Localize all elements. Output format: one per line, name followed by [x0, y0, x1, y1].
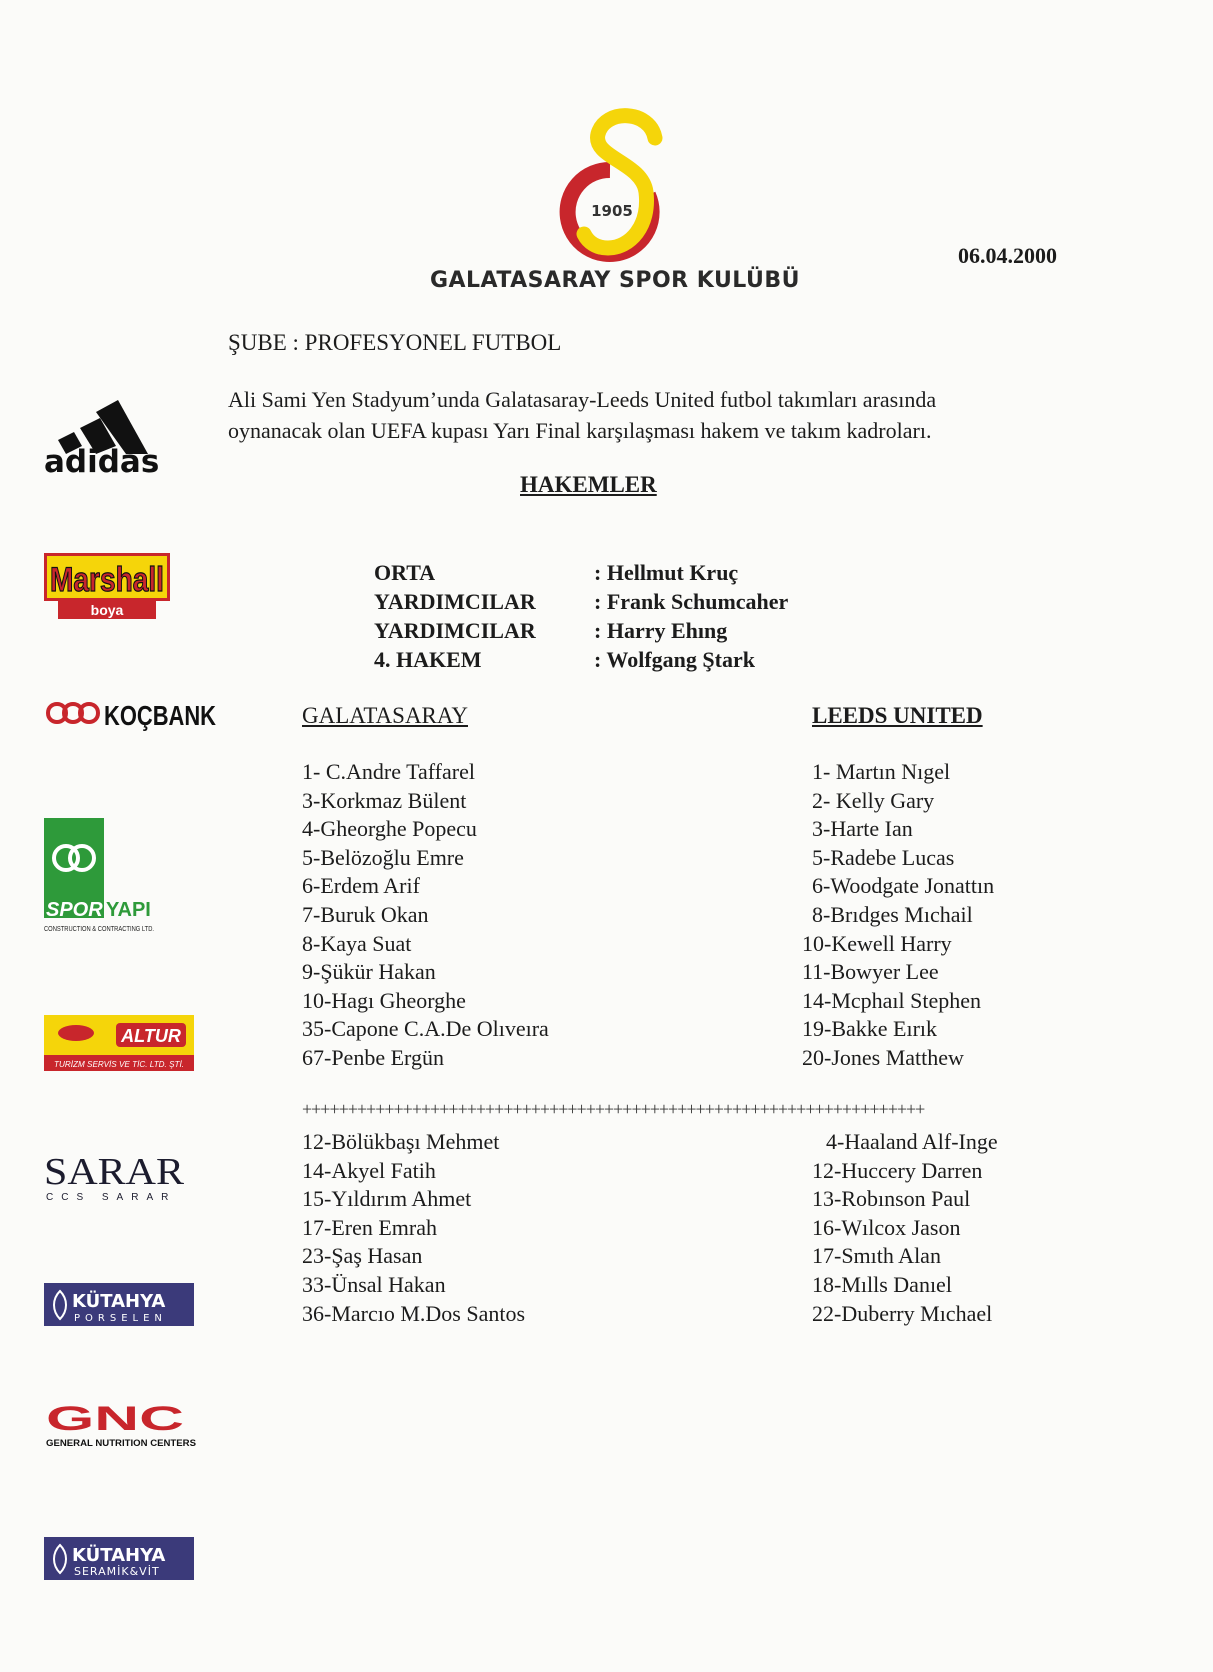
sporyapi-logo	[44, 818, 194, 938]
referee-role: YARDIMCILAR	[374, 589, 536, 614]
marshall-boya-logo	[44, 553, 170, 619]
player-item: 6-Erdem Arif	[302, 873, 420, 899]
player-item: 7-Buruk Okan	[302, 901, 429, 927]
player-item: 35-Capone C.A.De Olıveıra	[302, 1016, 549, 1042]
sarar-wordmark: SARAR	[44, 1151, 185, 1193]
player-item: 10-Hagı Gheorghe	[302, 987, 466, 1013]
player-item: 3-Korkmaz Bülent	[302, 787, 467, 813]
referee-name: : Wolfgang Ştark	[594, 647, 755, 672]
referee-name: : Frank Schumcaher	[594, 589, 789, 614]
referee-name: : Hellmut Kruç	[594, 560, 739, 585]
player-item: 14-Mcphaıl Stephen	[802, 987, 982, 1013]
referee-row	[374, 616, 788, 645]
match-description	[228, 384, 1108, 446]
substitutes-separator: ++++++++++++++++++++++++++++++++++++++++++++++++++++++++++++++++++++	[302, 1099, 925, 1119]
altur-logo	[44, 1015, 194, 1071]
player-item: 36-Marcıo M.Dos Santos	[302, 1300, 526, 1326]
player-item: 10-Kewell Harry	[802, 930, 952, 956]
player-item: 8-Brıdges Mıchail	[812, 901, 973, 927]
referee-name: : Harry Ehıng	[594, 618, 728, 643]
referee-row	[374, 558, 788, 587]
player-item: 5-Radebe Lucas	[812, 844, 955, 870]
gnc-wordmark: GNC	[46, 1400, 184, 1438]
branch-title: ŞUBE : PROFESYONEL FUTBOL	[228, 330, 562, 355]
leeds-substitutes-list	[812, 1128, 998, 1328]
marshall-wordmark: Marshall	[50, 561, 164, 599]
player-item: 1- Martın Nıgel	[812, 759, 951, 784]
club-name: GALATASARAY SPOR KULÜBÜ	[429, 268, 801, 293]
player-item: 67-Penbe Ergün	[302, 1044, 444, 1070]
sarar-logo	[44, 1150, 194, 1205]
player-item: 23-Şaş Hasan	[302, 1243, 423, 1269]
kutahya-porselen-logo	[44, 1283, 194, 1326]
kutahya-seramik-logo	[44, 1537, 194, 1580]
player-item: 33-Ünsal Hakan	[302, 1271, 446, 1297]
document-date: 06.04.2000	[958, 243, 1057, 268]
player-item: 22-Duberry Mıchael	[812, 1300, 993, 1326]
adidas-wordmark: adidas	[44, 444, 160, 480]
player-item: 15-Yıldırım Ahmet	[302, 1186, 472, 1212]
referees-heading: HAKEMLER	[520, 472, 657, 497]
sarar-sub: CCS SARAR	[46, 1192, 177, 1203]
crest-year: 1905	[591, 202, 633, 220]
kocbank-wordmark: KOÇBANK	[104, 700, 216, 731]
description-line-1: Ali Sami Yen Stadyum’unda Galatasaray-Leeds United futbol takımları arasında	[228, 387, 937, 412]
sporyapi-spor: SPOR	[46, 899, 103, 921]
player-item: 16-Wılcox Jason	[812, 1214, 961, 1240]
player-item: 4-Gheorghe Popecu	[302, 816, 477, 842]
player-item: 17-Smıth Alan	[812, 1243, 941, 1269]
player-item: 11-Bowyer Lee	[802, 959, 939, 985]
player-item: 4-Haaland Alf-Inge	[826, 1129, 998, 1154]
gnc-sub: GENERAL NUTRITION CENTERS	[46, 1438, 196, 1448]
altur-sub: TURİZM SERVİS VE TİC. LTD. ŞTİ.	[54, 1060, 184, 1069]
kutahya-seramik-sub: SERAMİK&VİT	[74, 1565, 160, 1578]
sporyapi-yapi: YAPI	[106, 899, 151, 921]
player-item: 12-Bölükbaşı Mehmet	[302, 1129, 500, 1154]
leeds-heading: LEEDS UNITED	[812, 703, 983, 728]
galatasaray-starting-list	[302, 758, 549, 1073]
referee-row	[374, 587, 788, 616]
player-item: 18-Mılls Danıel	[812, 1271, 952, 1297]
kutahya-seramik-wordmark: KÜTAHYA	[72, 1545, 166, 1566]
referees-list	[374, 558, 788, 674]
player-item: 2- Kelly Gary	[812, 787, 935, 813]
player-item: 8-Kaya Suat	[302, 930, 412, 956]
adidas-logo	[44, 382, 174, 480]
player-item: 3-Harte Ian	[812, 816, 913, 842]
player-item: 13-Robınson Paul	[812, 1186, 971, 1212]
player-item: 12-Huccery Darren	[812, 1157, 983, 1183]
kutahya-porselen-wordmark: KÜTAHYA	[72, 1291, 166, 1312]
referee-row	[374, 645, 788, 674]
player-item: 19-Bakke Eırık	[802, 1016, 938, 1042]
player-item: 1- C.Andre Taffarel	[302, 759, 475, 784]
galatasaray-heading: GALATASARAY	[302, 703, 468, 728]
player-item: 20-Jones Matthew	[802, 1044, 964, 1070]
gnc-logo	[44, 1400, 204, 1450]
sporyapi-sub: CONSTRUCTION & CONTRACTING LTD.	[44, 926, 155, 933]
player-item: 17-Eren Emrah	[302, 1214, 437, 1240]
galatasaray-crest-logo	[550, 100, 680, 270]
altur-wordmark: ALTUR	[121, 1026, 181, 1046]
player-item: 5-Belözoğlu Emre	[302, 844, 464, 870]
player-item: 6-Woodgate Jonattın	[812, 873, 995, 899]
kutahya-porselen-sub: PORSELEN	[74, 1313, 167, 1324]
referee-role: ORTA	[374, 560, 436, 585]
player-item: 9-Şükür Hakan	[302, 959, 436, 985]
referee-role: 4. HAKEM	[374, 647, 482, 672]
description-line-2: oynanacak olan UEFA kupası Yarı Final karşılaşması hakem ve takım kadroları.	[228, 418, 932, 443]
kocbank-logo	[44, 695, 219, 735]
galatasaray-substitutes-list	[302, 1128, 525, 1328]
referee-role: YARDIMCILAR	[374, 618, 536, 643]
leeds-starting-list	[802, 758, 994, 1073]
marshall-sub: boya	[90, 602, 124, 618]
player-item: 14-Akyel Fatih	[302, 1157, 436, 1183]
